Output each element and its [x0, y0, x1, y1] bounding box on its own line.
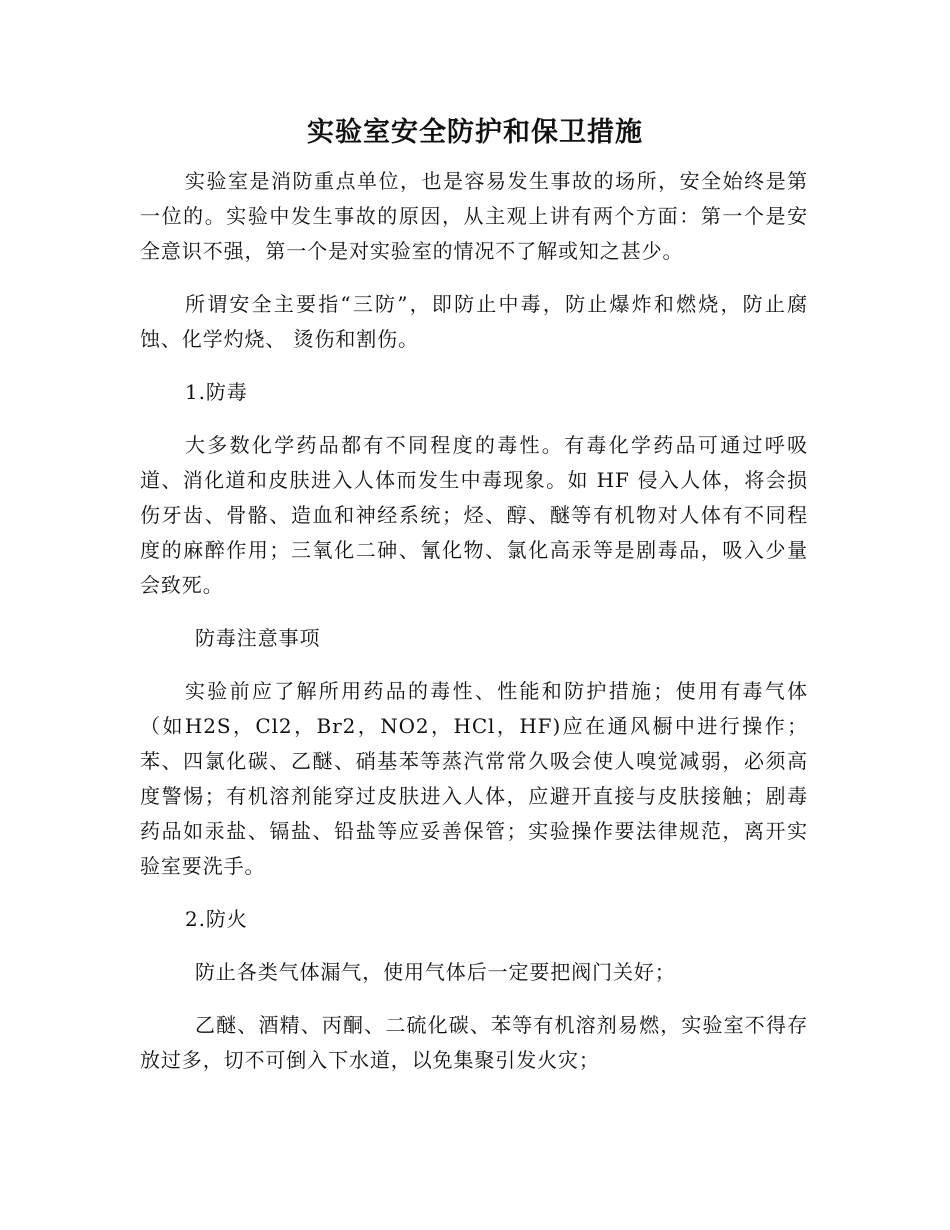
document-body: [140, 164, 808, 1096]
section-heading-fire-prevention: 2.防火: [185, 907, 248, 931]
paragraph-anti-poison-notes: 实验前应了解所用药品的毒性、性能和防护措施；使用有毒气体（如H2S，Cl2，Br2，NO2，HCl，HF)应在通风橱中进行操作；苯、四氯化碳、乙醚、硝基苯等蒸汽常常久吸会使人嗅觉减弱，必须高度警惕；有机溶剂能穿过皮肤进入人体，应避开直接与皮肤接触；剧毒药品如汞盐、镉盐、铅盐等应妥善保管；实验操作要法律规范，离开实验室要洗手。: [140, 679, 808, 878]
paragraph-flammable-solvents: 乙醚、酒精、丙酮、二硫化碳、苯等有机溶剂易燃，实验室不得存放过多，切不可倒入下水道，以免集聚引发火灾；: [140, 1013, 808, 1072]
section-heading-anti-poison: 1.防毒: [185, 380, 248, 404]
page-title: 实验室安全防护和保卫措施: [307, 117, 643, 148]
subheading-anti-poison-notes: 防毒注意事项: [195, 626, 321, 650]
paragraph-three-defenses: 所谓安全主要指“三防”，即防止中毒，防止爆炸和燃烧，防止腐蚀、化学灼烧、 烫伤和割伤。: [140, 292, 808, 351]
paragraph-intro: 实验室是消防重点单位，也是容易发生事故的场所，安全始终是第一位的。实验中发生事故的原因，从主观上讲有两个方面：第一个是安全意识不强，第一个是对实验室的情况不了解或知之甚少。: [140, 169, 808, 263]
paragraph-gas-leak: 防止各类气体漏气，使用气体后一定要把阀门关好；: [195, 960, 676, 984]
paragraph-toxicity: 大多数化学药品都有不同程度的毒性。有毒化学药品可通过呼吸道、消化道和皮肤进入人体而发生中毒现象。如 HF 侵入人体，将会损伤牙齿、骨骼、造血和神经系统；烃、醇、醚等有机物对人体有不同程度的麻醉作用；三氧化二砷、氰化物、氯化高汞等是剧毒品，吸入少量会致死。: [140, 433, 808, 597]
